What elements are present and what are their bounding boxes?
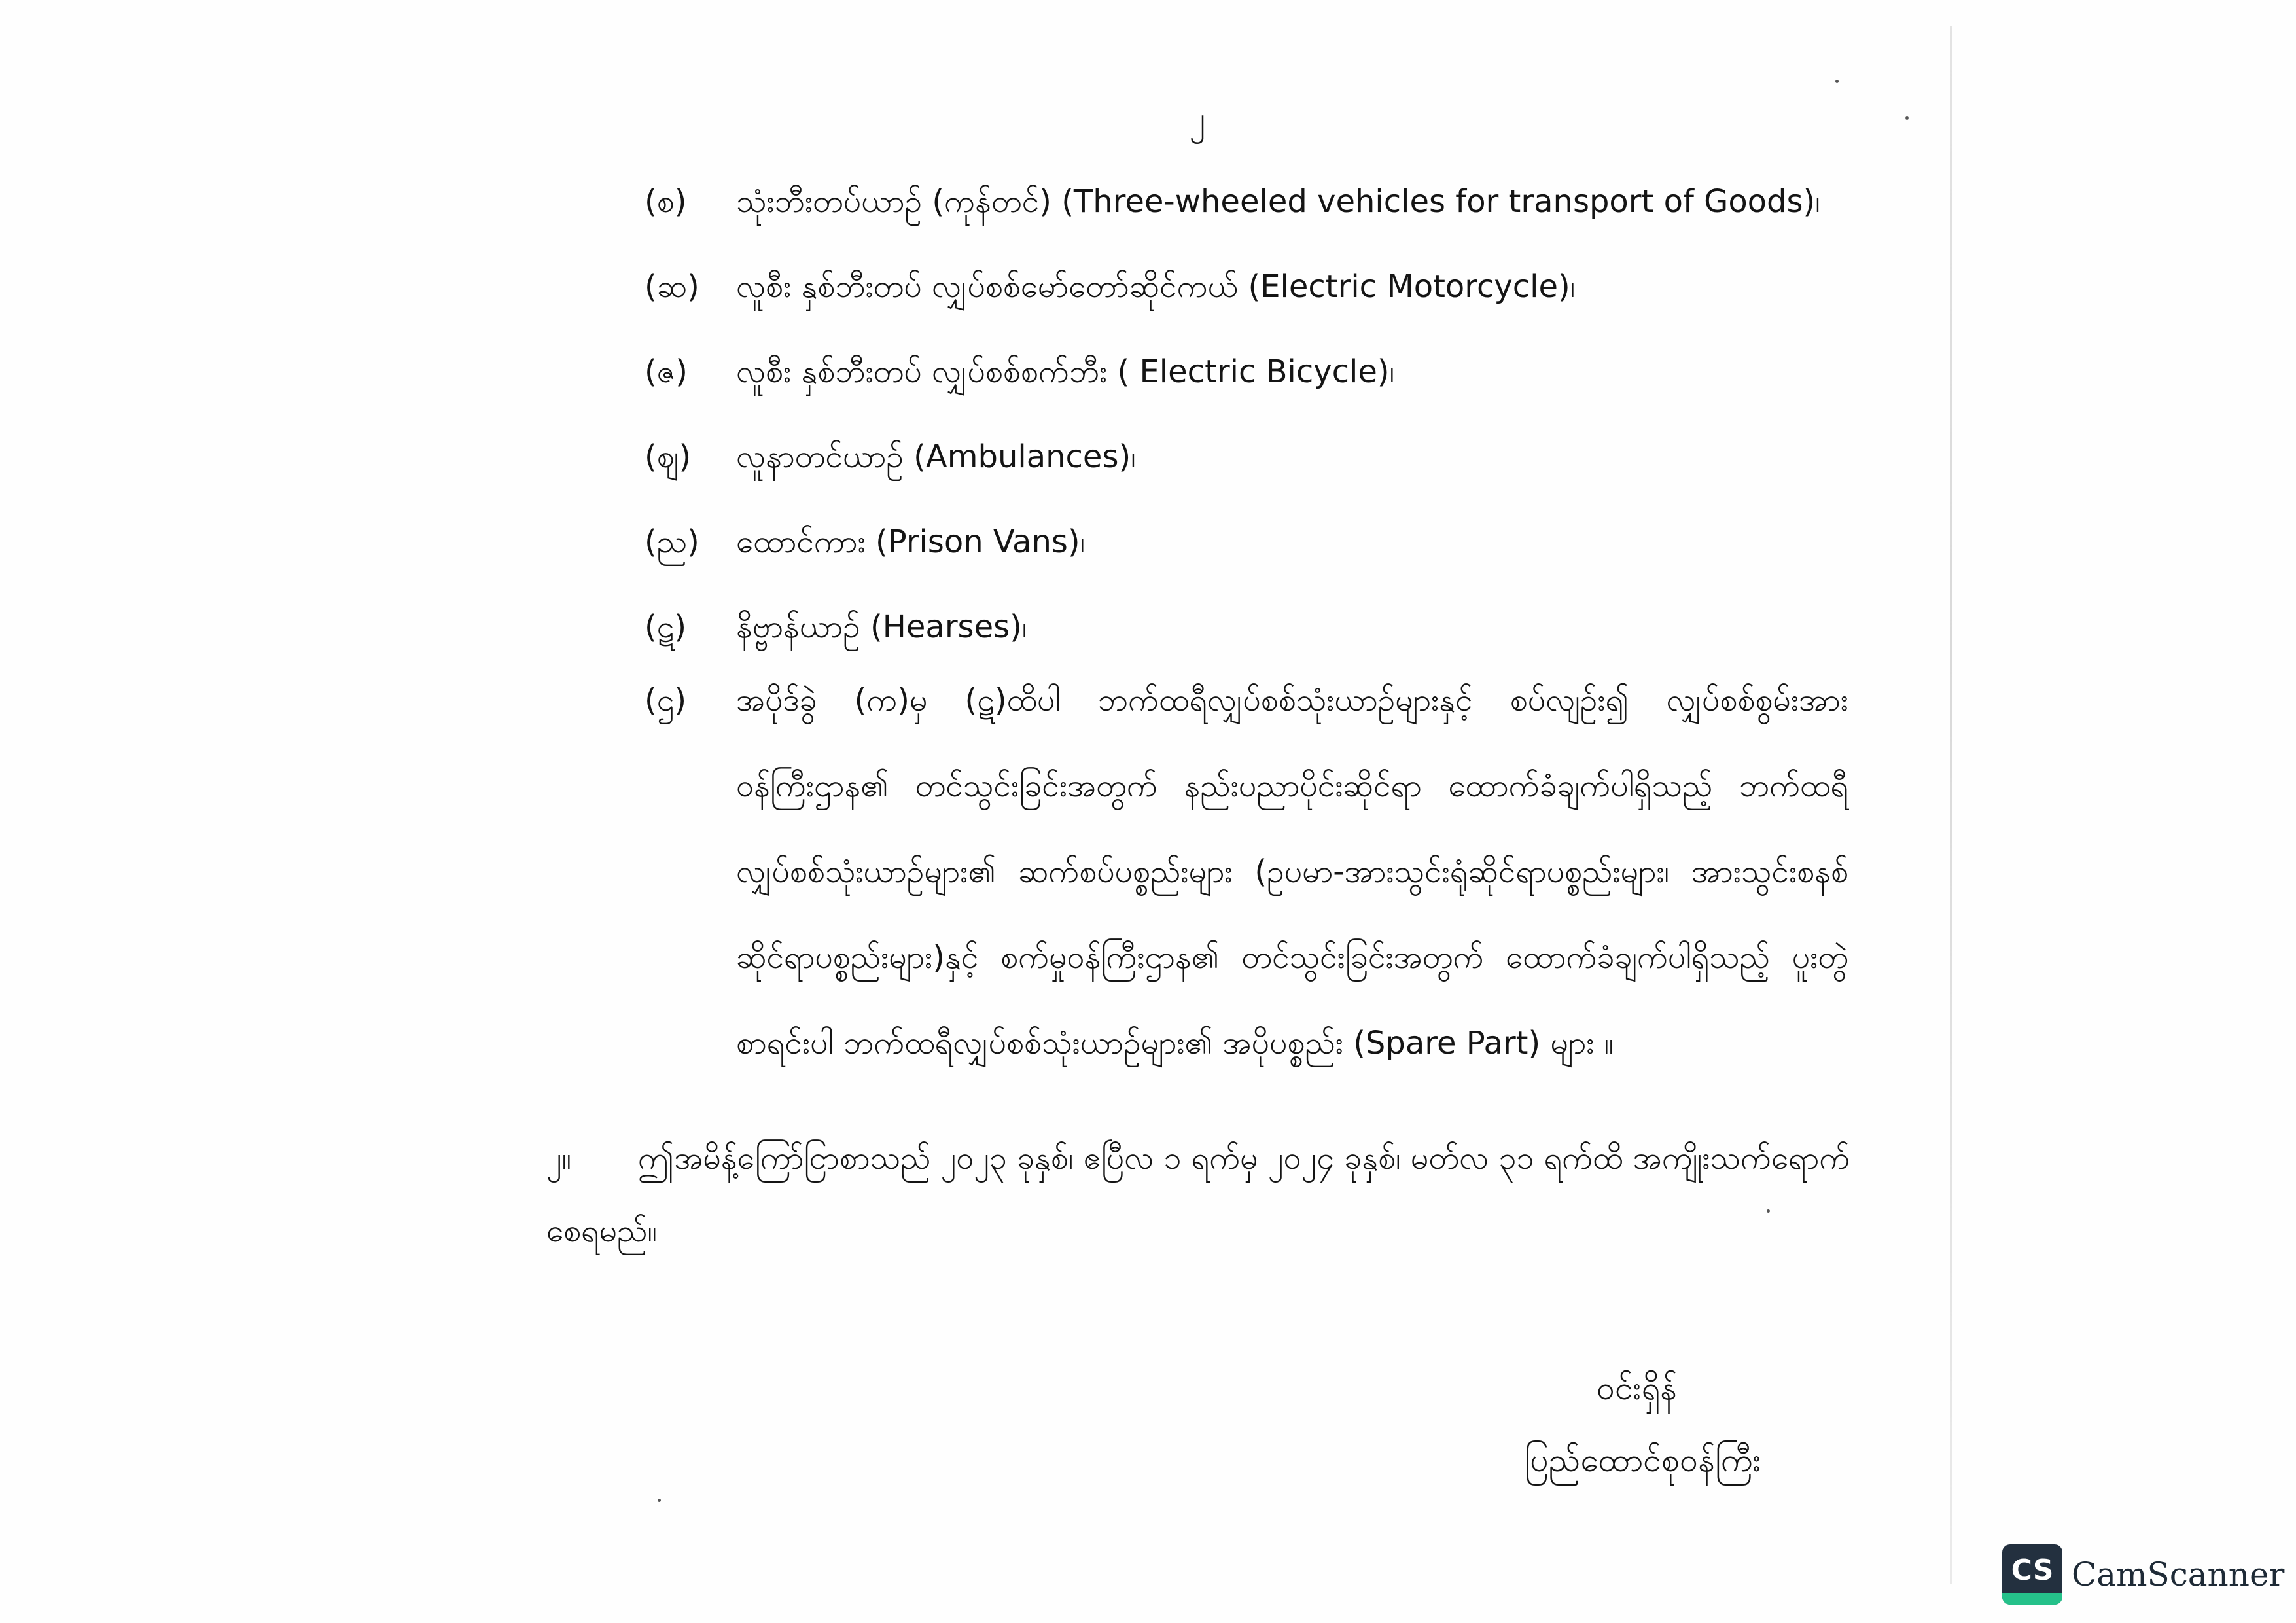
clause-number: ၂။ <box>546 1140 572 1177</box>
scan-speck <box>1905 116 1909 120</box>
list-item-text: လူစီး နှစ်ဘီးတပ် လျှပ်စစ်မော်တော်ဆိုင်ကယ် (Electric Motorcycle)၊ <box>736 268 1576 305</box>
list-item-text: လူစီး နှစ်ဘီးတပ် လျှပ်စစ်စက်ဘီး ( Electric Bicycle)၊ <box>736 353 1395 390</box>
list-item-marker: (ဌ) <box>645 682 687 719</box>
list-item-marker: (ည) <box>645 524 699 560</box>
signatory-name: ဝင်းရှိန် <box>1597 1369 1678 1407</box>
list-item-marker: (ဇ) <box>645 353 688 390</box>
list-item <box>645 522 1085 562</box>
list-item-marker: (ဈ) <box>645 438 692 475</box>
camscanner-logo-stripe <box>2002 1593 2062 1605</box>
list-item <box>645 267 1575 306</box>
scan-page-edge <box>1950 26 1952 1584</box>
scan-speck <box>658 1499 661 1502</box>
camscanner-watermark <box>2002 1544 2284 1605</box>
clause-text: ဤအမိန့်ကြော်ငြာစာသည် ၂၀၂၃ ခုနှစ်၊ ဧပြီလ ၁ ရက်မှ ၂၀၂၄ ခုနှစ်၊ မတ်လ ၃၁ ရက်ထိ အကျိုးသက်ရောက်စေရမည်။ <box>546 1140 1850 1249</box>
list-item <box>645 182 1820 221</box>
page-number: ၂ <box>1189 99 1206 137</box>
list-item-marker: (ဆ) <box>645 268 699 305</box>
clause-paragraph <box>546 1122 1855 1268</box>
list-item-text: သုံးဘီးတပ်ယာဉ် (ကုန်တင်) (Three-wheeled vehicles for transport of Goods)၊ <box>736 183 1820 220</box>
scan-speck <box>1835 80 1839 83</box>
camscanner-logo-text: CS <box>2011 1553 2054 1587</box>
list-item-text: လူနာတင်ယာဉ် (Ambulances)၊ <box>736 438 1136 475</box>
list-item <box>645 437 1136 476</box>
camscanner-brand-name: CamScanner <box>2072 1556 2285 1594</box>
list-item-marker: (စ) <box>645 183 687 220</box>
list-item-text: ထောင်ကား (Prison Vans)၊ <box>736 524 1086 560</box>
list-item-marker: (ဋ) <box>645 609 687 645</box>
list-item <box>645 352 1394 391</box>
list-item <box>645 607 1027 647</box>
camscanner-logo-icon <box>2002 1544 2062 1605</box>
list-item-text: နိဗ္ဗာန်ယာဉ် (Hearses)၊ <box>736 609 1027 645</box>
signatory-title: ပြည်ထောင်စုဝန်ကြီး <box>1525 1441 1761 1479</box>
list-item-text: အပိုဒ်ခွဲ (က)မှ (ဋ)ထိပါ ဘက်ထရီလျှပ်စစ်သုံးယာဉ်များနှင့် စပ်လျဉ်း၍ လျှပ်စစ်စွမ်းအားဝန်ကြီးဌာန၏ တင်သွင်းခြင်းအတွက် နည်းပညာပိုင်းဆိုင်ရာ ထောက်ခံချက်ပါရှိသည့် ဘက်ထရီလျှပ်စစ်သုံးယာဉ်များ၏ ဆက်စပ်ပစ္စည်းများ (ဥပမာ-အားသွင်းရုံဆိုင်ရာပစ္စည်းများ၊ အားသွင်းစနစ်ဆိုင်ရာပစ္စည်းများ)နှင့် စက်မှုဝန်ကြီးဌာန၏ တင်သွင်းခြင်းအတွက် ထောက်ခံချက်ပါရှိသည့် ပူးတွဲစာရင်းပါ ဘက်ထရီလျှပ်စစ်သုံးယာဉ်များ၏ အပိုပစ္စည်း (Spare Part) များ ။ <box>736 682 1848 1061</box>
